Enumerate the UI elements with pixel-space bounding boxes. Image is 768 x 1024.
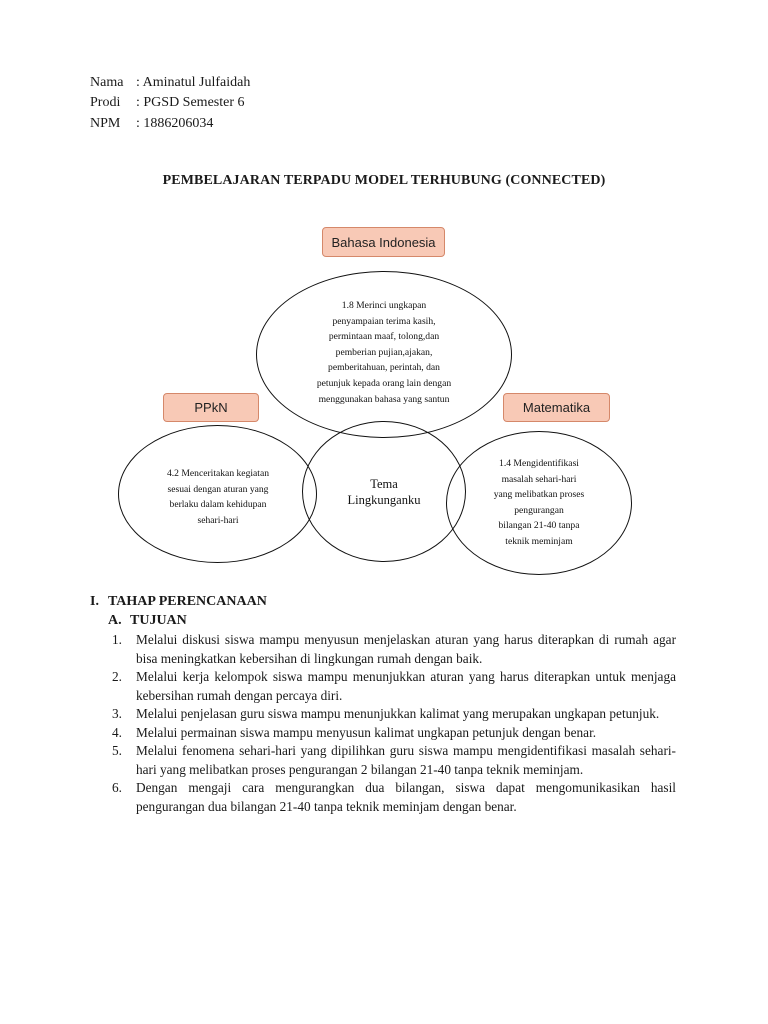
matematika-ellipse-text bbox=[468, 456, 610, 550]
list-item-text: Melalui penjelasan guru siswa mampu menunjukkan kalimat yang merupakan ungkapan petunjuk. bbox=[136, 706, 660, 721]
identity-npm-row bbox=[90, 114, 213, 134]
matematika-line: 1.4 Mengidentifikasi bbox=[499, 458, 579, 469]
ppkn-line: sesuai dengan aturan yang bbox=[167, 483, 269, 495]
matematika-line: bilangan 21-40 tanpa bbox=[498, 520, 580, 532]
list-item bbox=[108, 705, 676, 724]
identity-prodi-row bbox=[90, 93, 245, 113]
bahasa-indonesia-box: Bahasa Indonesia bbox=[322, 227, 445, 257]
prodi-label: Prodi bbox=[90, 95, 121, 110]
bahasa-line: penyampaian terima kasih, bbox=[332, 315, 436, 327]
center-theme-text bbox=[324, 476, 444, 508]
name-label: Nama bbox=[90, 75, 124, 90]
center-line: Tema bbox=[370, 477, 398, 491]
list-item-number: 1. bbox=[112, 632, 122, 647]
list-item-text: Dengan mengaji cara mengurangkan dua bilangan, siswa dapat mengomunikasikan hasil pengurangan dua bilangan 21-40 tanpa teknik meminjam dengan benar. bbox=[136, 780, 676, 814]
matematika-line: pengurangan bbox=[514, 504, 564, 516]
list-item bbox=[108, 668, 676, 705]
list-item-number: 3. bbox=[112, 706, 122, 721]
ppkn-line: sehari-hari bbox=[197, 514, 239, 526]
name-value: : Aminatul Julfaidah bbox=[136, 75, 251, 90]
ppkn-line: berlaku dalam kehidupan bbox=[169, 499, 267, 511]
ppkn-line: 4.2 Menceritakan kegiatan bbox=[166, 468, 270, 479]
bahasa-ellipse-text bbox=[284, 298, 484, 407]
subsection-heading-text: TUJUAN bbox=[130, 613, 187, 628]
bahasa-line: petunjuk kepada orang lain dengan bbox=[316, 377, 452, 389]
list-item bbox=[108, 724, 676, 743]
bahasa-line: pemberian pujian,ajakan, bbox=[335, 346, 433, 358]
list-item-number: 6. bbox=[112, 780, 122, 795]
matematika-box: Matematika bbox=[503, 393, 610, 422]
subsection-numeral: A. bbox=[108, 613, 122, 628]
bahasa-line: permintaan maaf, tolong,dan bbox=[328, 331, 440, 343]
matematika-line: yang melibatkan proses bbox=[493, 489, 585, 501]
list-item bbox=[108, 742, 676, 779]
subsection-heading bbox=[108, 613, 187, 629]
list-item-number: 2. bbox=[112, 669, 122, 684]
identity-name-row bbox=[90, 73, 250, 93]
objectives-list bbox=[108, 631, 676, 816]
list-item-number: 5. bbox=[112, 743, 122, 758]
list-item-text: Melalui permainan siswa mampu menyusun kalimat ungkapan petunjuk dengan benar. bbox=[136, 724, 597, 740]
matematika-line: masalah sehari-hari bbox=[501, 473, 577, 485]
list-item-text: Melalui kerja kelompok siswa mampu menunjukkan aturan yang harus diterapkan untuk menjaga kebersihan rumah dengan percaya diri. bbox=[136, 669, 676, 703]
npm-label: NPM bbox=[90, 116, 121, 131]
section-heading bbox=[90, 594, 267, 610]
matematika-line: teknik meminjam bbox=[505, 535, 573, 547]
ppkn-box: PPkN bbox=[163, 393, 259, 422]
ppkn-ellipse-text bbox=[138, 466, 298, 528]
list-item-text: Melalui fenomena sehari-hari yang dipilihkan guru siswa mampu mengidentifikasi masalah sehari-hari yang melibatkan proses pengurangan 2 bilangan 21-40 tanpa teknik meminjam. bbox=[136, 743, 676, 777]
center-line: Lingkunganku bbox=[347, 493, 421, 507]
list-item-text: Melalui diskusi siswa mampu menyusun menjelaskan aturan yang harus diterapkan di rumah agar bisa meningkatkan kebersihan di lingkungan rumah dengan baik. bbox=[136, 632, 676, 666]
bahasa-line: 1.8 Merinci ungkapan bbox=[341, 300, 427, 311]
bahasa-line: pemberitahuan, perintah, dan bbox=[328, 362, 440, 374]
section-heading-text: TAHAP PERENCANAAN bbox=[108, 594, 267, 609]
bahasa-line: menggunakan bahasa yang santun bbox=[318, 393, 450, 405]
npm-value: : 1886206034 bbox=[136, 116, 214, 131]
section-numeral: I. bbox=[90, 594, 99, 609]
list-item bbox=[108, 779, 676, 816]
prodi-value: : PGSD Semester 6 bbox=[136, 95, 245, 110]
document-title: PEMBELAJARAN TERPADU MODEL TERHUBUNG (CONNECTED) bbox=[162, 173, 606, 188]
list-item bbox=[108, 631, 676, 668]
list-item-number: 4. bbox=[112, 724, 122, 740]
